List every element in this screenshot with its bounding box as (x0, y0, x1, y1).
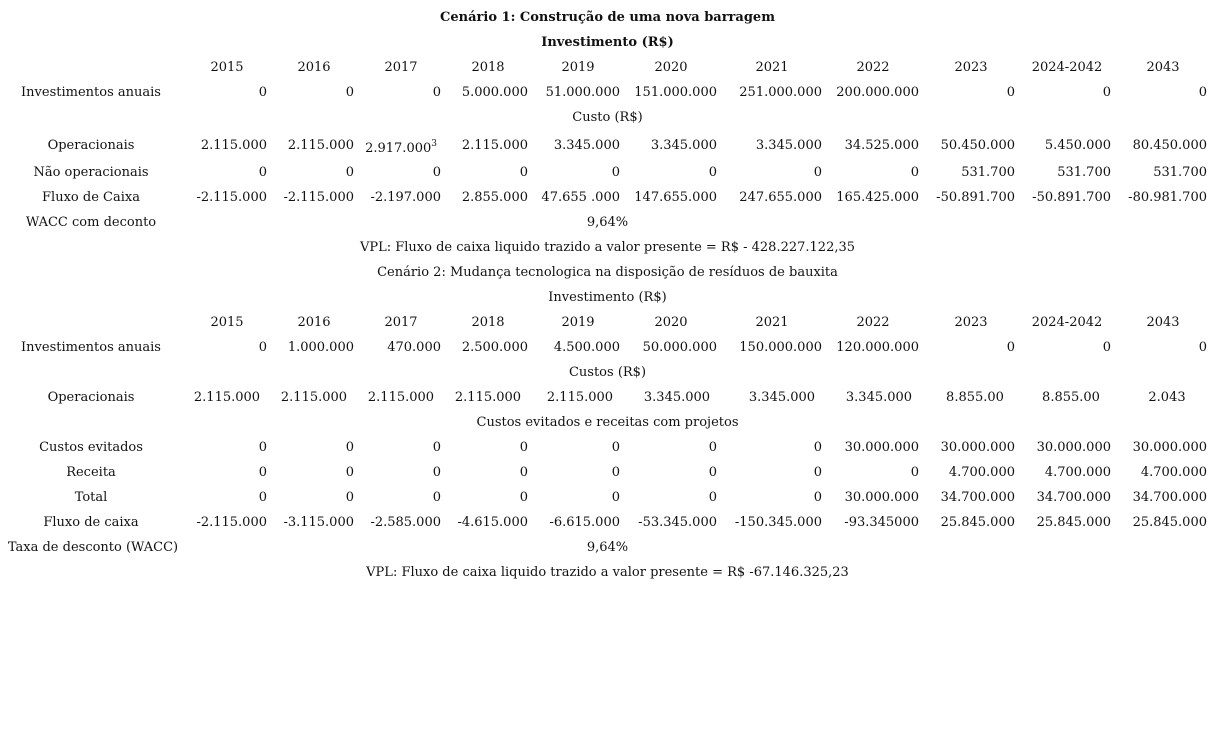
table-cell: 25.845.000 (1132, 515, 1207, 530)
table-cell: 0 (432, 465, 441, 480)
table-cell: 4.700.000 (1140, 465, 1207, 480)
row-label: Fluxo de caixa (43, 515, 139, 530)
table-cell: 3.345.000 (553, 138, 620, 153)
year-header-cell: 2016 (297, 315, 331, 330)
table-cell: -2.115.000 (283, 190, 354, 205)
scenario2-custos-heading: Custos (R$) (568, 365, 647, 380)
table-cell-text: 2.917.000 (365, 141, 432, 156)
table-cell: 3.345.000 (748, 390, 816, 405)
scenario1-vpl: VPL: Fluxo de caixa liquido trazido a valor presente = R$ - 428.227.122,35 (359, 240, 856, 255)
year-header-cell: 2022 (856, 315, 890, 330)
table-cell: 0 (813, 165, 822, 180)
table-cell: -3.115.000 (283, 515, 354, 530)
table-cell: 2.855.000 (461, 190, 528, 205)
table-cell: 247.655.000 (739, 190, 822, 205)
table-cell: 3.345.000 (845, 390, 913, 405)
scenario2-wacc-row (0, 535, 1215, 560)
scenario1-operacionais-row (0, 133, 1215, 158)
table-cell: -2.115.000 (196, 190, 267, 205)
table-cell: 8.855.00 (946, 390, 1004, 405)
table-cell: 0 (432, 440, 441, 455)
table-cell: 1.000.000 (287, 340, 354, 355)
table-cell: -80.981.700 (1128, 190, 1207, 205)
scenario1-title: Cenário 1: Construção de uma nova barragem (440, 10, 775, 25)
table-cell: 80.450.000 (1132, 138, 1207, 153)
table-cell: 0 (1198, 340, 1207, 355)
year-header-cell: 2018 (471, 60, 505, 75)
table-cell: -4.615.000 (457, 515, 528, 530)
table-cell: 25.845.000 (940, 515, 1015, 530)
year-header-cell: 2021 (755, 315, 789, 330)
scenario1-wacc-value: 9,64% (586, 215, 629, 230)
scenario2-wacc-value: 9,64% (586, 540, 629, 555)
table-cell: 4.500.000 (553, 340, 620, 355)
year-header-cell: 2016 (297, 60, 331, 75)
table-cell: 34.700.000 (940, 490, 1015, 505)
row-label: Total (74, 490, 108, 505)
table-cell: 0 (708, 440, 717, 455)
row-label: Receita (66, 465, 116, 480)
row-label: Investimentos anuais (21, 340, 161, 355)
table-cell: 4.700.000 (948, 465, 1015, 480)
scenario1-investimentos-row (0, 80, 1215, 105)
table-cell: 34.525.000 (844, 138, 919, 153)
table-cell: 25.845.000 (1036, 515, 1111, 530)
table-cell: -50.891.700 (936, 190, 1015, 205)
year-header-cell: 2020 (654, 315, 688, 330)
table-cell: 0 (258, 465, 267, 480)
scenario2-operacionais-row (0, 385, 1215, 410)
table-cell (337, 136, 437, 161)
table-cell: 150.000.000 (739, 340, 822, 355)
table-cell: 0 (258, 165, 267, 180)
table-cell: 0 (345, 440, 354, 455)
scenario1-investment-heading: Investimento (R$) (541, 35, 674, 50)
table-cell: 470.000 (387, 340, 441, 355)
table-cell: 0 (432, 490, 441, 505)
row-label: Não operacionais (33, 165, 149, 180)
table-cell: 2.115.000 (287, 138, 354, 153)
table-cell: 0 (708, 465, 717, 480)
table-cell: 147.655.000 (634, 190, 717, 205)
table-cell: 0 (432, 165, 441, 180)
scenario2-title: Cenário 2: Mudança tecnologica na disposição de resíduos de bauxita (377, 265, 838, 280)
table-cell: 0 (1006, 340, 1015, 355)
table-cell: 30.000.000 (844, 440, 919, 455)
table-cell: 3.345.000 (755, 138, 822, 153)
year-header-cell: 2043 (1146, 60, 1180, 75)
year-header-cell: 2043 (1146, 315, 1180, 330)
table-cell: 50.450.000 (940, 138, 1015, 153)
table-cell: 0 (1198, 85, 1207, 100)
scenario2-investimentos-row (0, 335, 1215, 360)
row-label: Fluxo de Caixa (42, 190, 140, 205)
table-cell: -2.585.000 (370, 515, 441, 530)
table-cell: 0 (258, 340, 267, 355)
footnote-marker: 3 (431, 139, 437, 149)
table-cell: 0 (519, 465, 528, 480)
table-cell: 0 (813, 465, 822, 480)
table-cell: 30.000.000 (940, 440, 1015, 455)
year-header-cell: 2018 (471, 315, 505, 330)
table-cell: 0 (611, 465, 620, 480)
table-cell: 2.043 (1148, 390, 1186, 405)
scenario1-fluxo-row (0, 185, 1215, 210)
table-cell: 5.000.000 (461, 85, 528, 100)
table-cell: 0 (1006, 85, 1015, 100)
scenario2-fluxo-row (0, 510, 1215, 535)
table-cell: 0 (519, 165, 528, 180)
table-cell: 0 (258, 490, 267, 505)
scenario1-nao-operacionais-row (0, 160, 1215, 185)
year-header-cell: 2017 (384, 60, 418, 75)
table-cell: 0 (258, 85, 267, 100)
row-label: Operacionais (47, 138, 135, 153)
scenario1-wacc-label: WACC com deconto (25, 215, 157, 230)
row-label: Investimentos anuais (21, 85, 161, 100)
table-cell: 34.700.000 (1132, 490, 1207, 505)
table-cell: 34.700.000 (1036, 490, 1111, 505)
year-header-cell: 2024-2042 (1031, 60, 1103, 75)
table-cell: 2.115.000 (193, 390, 261, 405)
table-cell: 0 (1102, 85, 1111, 100)
scenario2-receita-row (0, 460, 1215, 485)
scenario2-total-row (0, 485, 1215, 510)
table-cell: 531.700 (961, 165, 1015, 180)
table-cell: 2.115.000 (280, 390, 348, 405)
table-cell: -150.345.000 (734, 515, 822, 530)
table-cell: 0 (1102, 340, 1111, 355)
scenario2-wacc-label: Taxa de desconto (WACC) (7, 540, 179, 555)
table-cell: 0 (345, 85, 354, 100)
table-cell: 0 (345, 490, 354, 505)
year-header-cell: 2023 (954, 315, 988, 330)
table-cell: 531.700 (1057, 165, 1111, 180)
table-cell: -2.115.000 (196, 515, 267, 530)
table-cell: 120.000.000 (836, 340, 919, 355)
table-cell: 0 (813, 440, 822, 455)
table-cell: 0 (708, 490, 717, 505)
table-cell: 0 (910, 165, 919, 180)
year-header-cell: 2017 (384, 315, 418, 330)
table-cell: 51.000.000 (545, 85, 620, 100)
table-cell: 3.345.000 (650, 138, 717, 153)
table-cell: 0 (611, 490, 620, 505)
scenario2-custos-evitados-row (0, 435, 1215, 460)
table-cell: 50.000.000 (642, 340, 717, 355)
table-cell: 5.450.000 (1044, 138, 1111, 153)
year-header-cell: 2024-2042 (1031, 315, 1103, 330)
table-cell: 30.000.000 (1036, 440, 1111, 455)
table-cell: -2.197.000 (370, 190, 441, 205)
table-cell: -6.615.000 (549, 515, 620, 530)
table-cell: 0 (258, 440, 267, 455)
table-cell: 151.000.000 (634, 85, 717, 100)
table-cell: 30.000.000 (844, 490, 919, 505)
table-cell: 531.700 (1153, 165, 1207, 180)
table-cell: 0 (910, 465, 919, 480)
table-cell: 0 (611, 440, 620, 455)
table-cell: 2.115.000 (546, 390, 614, 405)
table-cell: 2.115.000 (461, 138, 528, 153)
table-cell: -53.345.000 (638, 515, 717, 530)
table-cell: 0 (708, 165, 717, 180)
scenario2-vpl: VPL: Fluxo de caixa liquido trazido a valor presente = R$ -67.146.325,23 (366, 565, 849, 580)
table-cell: 251.000.000 (739, 85, 822, 100)
table-cell: 2.500.000 (461, 340, 528, 355)
year-header-cell: 2015 (210, 60, 244, 75)
table-cell: 200.000.000 (836, 85, 919, 100)
scenario1-custo-heading: Custo (R$) (572, 110, 643, 125)
table-cell: 0 (813, 490, 822, 505)
table-cell: -93.345000 (844, 515, 919, 530)
table-cell: 30.000.000 (1132, 440, 1207, 455)
year-header-cell: 2020 (654, 60, 688, 75)
row-label: Operacionais (47, 390, 135, 405)
scenario2-evitados-heading: Custos evitados e receitas com projetos (476, 415, 739, 430)
scenario1-year-header (0, 55, 1215, 80)
scenario2-investment-heading: Investimento (R$) (548, 290, 667, 305)
table-cell: 3.345.000 (643, 390, 711, 405)
scenario2-year-header (0, 310, 1215, 335)
table-cell: 2.115.000 (367, 390, 435, 405)
table-cell: 8.855.00 (1042, 390, 1100, 405)
table-cell: 0 (345, 165, 354, 180)
table-cell: 0 (519, 440, 528, 455)
table-cell: 2.115.000 (454, 390, 522, 405)
year-header-cell: 2023 (954, 60, 988, 75)
table-cell: 47.655 .000 (541, 190, 620, 205)
year-header-cell: 2022 (856, 60, 890, 75)
scenario1-wacc-row (0, 210, 1215, 235)
row-label: Custos evitados (39, 440, 143, 455)
year-header-cell: 2019 (561, 60, 595, 75)
table-cell: 0 (519, 490, 528, 505)
table-cell: 0 (345, 465, 354, 480)
year-header-cell: 2021 (755, 60, 789, 75)
table-cell: 2.115.000 (200, 138, 267, 153)
table-cell: 165.425.000 (836, 190, 919, 205)
table-cell: -50.891.700 (1032, 190, 1111, 205)
table-cell: 0 (432, 85, 441, 100)
table-cell: 4.700.000 (1044, 465, 1111, 480)
year-header-cell: 2019 (561, 315, 595, 330)
table-cell: 0 (611, 165, 620, 180)
year-header-cell: 2015 (210, 315, 244, 330)
